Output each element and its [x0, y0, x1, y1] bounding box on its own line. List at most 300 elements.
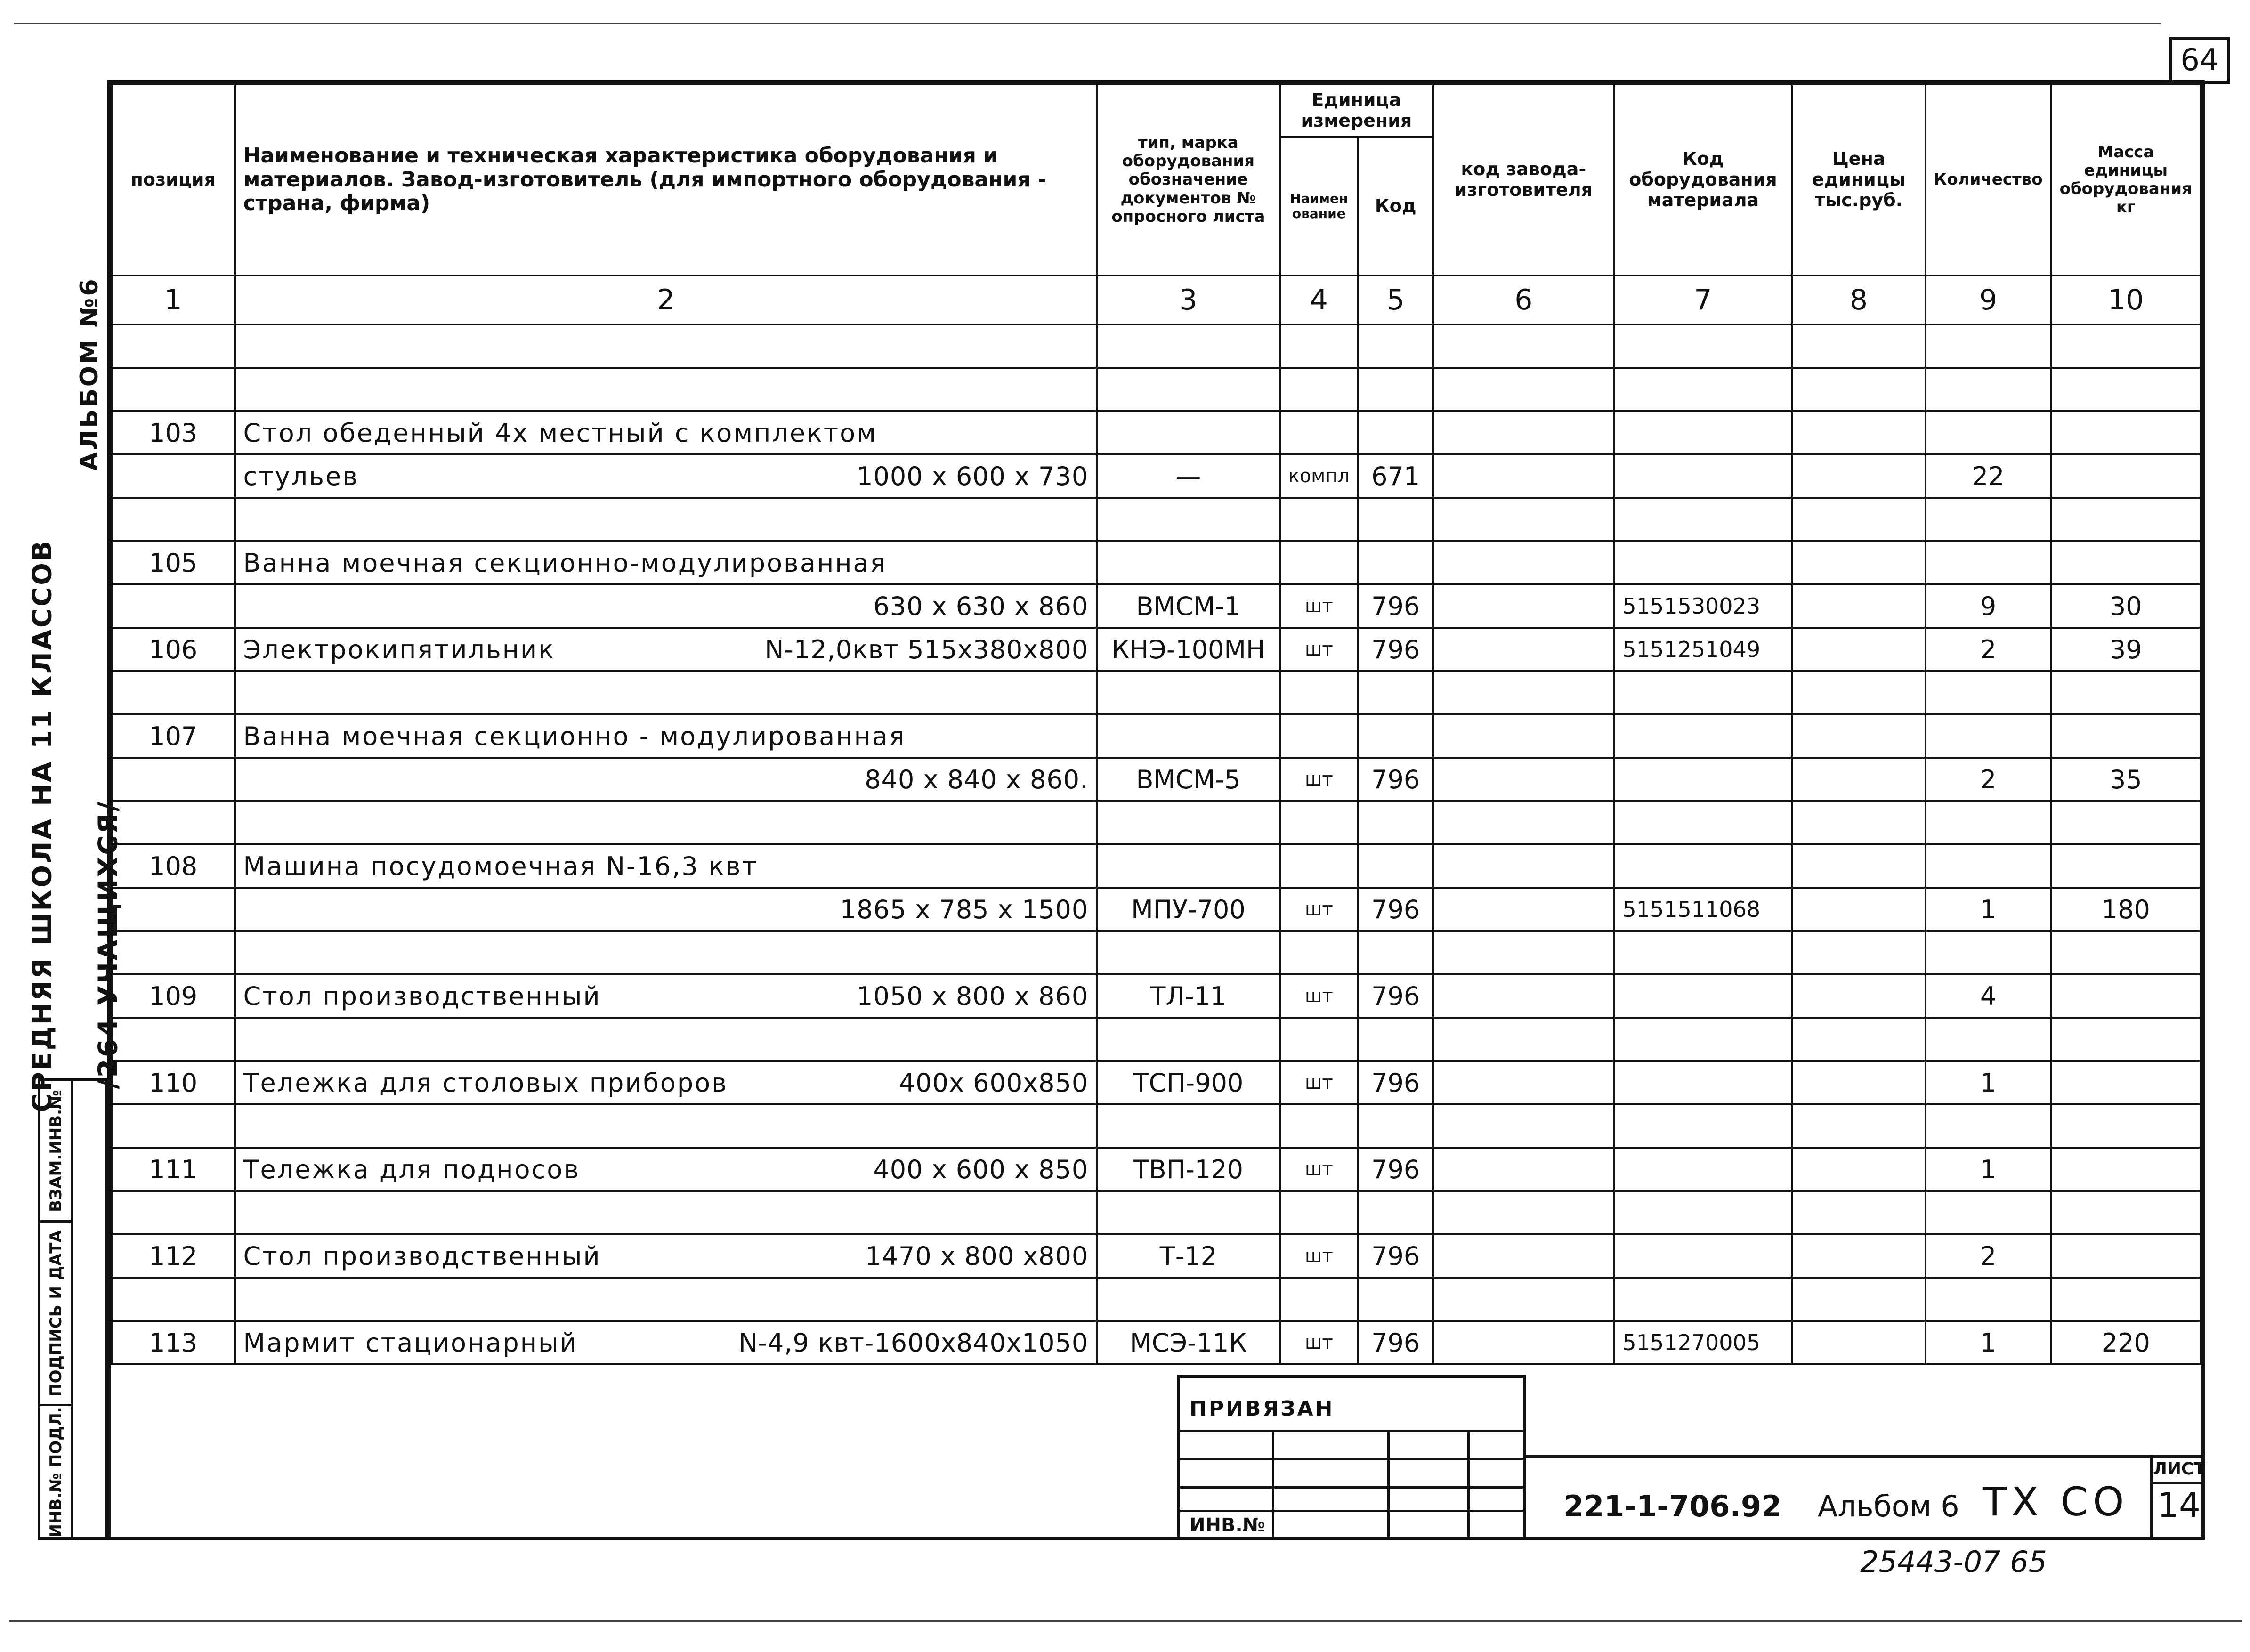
column-number: 2 [235, 275, 1097, 324]
cell-price [1792, 1278, 1925, 1321]
cell-quantity: 1 [1926, 888, 2051, 931]
header-unit-group: Единица измерения [1280, 84, 1433, 137]
cell-name [235, 541, 1097, 584]
cell-factory-code [1433, 974, 1614, 1018]
cell-equipment-code [1614, 801, 1792, 844]
document-code: 221-1-706.92 [1563, 1489, 1782, 1523]
cell-name [235, 411, 1097, 454]
cell-price [1792, 801, 1925, 844]
cell-position [112, 1104, 235, 1148]
cell-name [235, 324, 1097, 368]
cell-factory-code [1433, 454, 1614, 498]
cell-name-text: Стол производственный [243, 1241, 601, 1271]
table-row [112, 498, 2201, 541]
cell-unit [1280, 324, 1359, 368]
cell-type: МПУ-700 [1097, 888, 1279, 931]
cell-mass [2051, 974, 2201, 1018]
margin-school-subtitle: /264 УЧАЩИХСЯ/ [93, 800, 124, 1089]
strip-inv [40, 1406, 71, 1538]
cell-position [112, 1018, 235, 1061]
header-price: Цена единицы тыс.руб. [1792, 84, 1925, 275]
header-name: Наименование и техническая характеристика оборудования и материалов. Завод-изготовитель (для импортного оборудования - страна, фирма) [235, 84, 1097, 275]
cell-unit: шт [1280, 628, 1359, 671]
cell-unit-code: 796 [1358, 1061, 1433, 1104]
table-row [112, 758, 2201, 801]
header-row [112, 84, 2201, 137]
cell-equipment-code [1614, 931, 1792, 974]
cell-mass [2051, 411, 2201, 454]
cell-name [235, 801, 1097, 844]
cell-unit [1280, 801, 1359, 844]
column-number: 3 [1097, 275, 1279, 324]
cell-dimensions: 1865 x 785 x 1500 [840, 894, 1089, 924]
header-qty: Количество [1926, 84, 2051, 275]
cell-unit [1280, 498, 1359, 541]
cell-dimensions: 840 x 840 x 860. [865, 764, 1089, 794]
cell-price [1792, 628, 1925, 671]
cell-unit-code [1358, 324, 1433, 368]
cell-quantity [1926, 671, 2051, 714]
table-row [112, 1234, 2201, 1278]
cell-name [235, 454, 1097, 498]
cell-mass [2051, 671, 2201, 714]
cell-dimensions: 630 x 630 x 860 [873, 591, 1089, 621]
column-number: 7 [1614, 275, 1792, 324]
stamp-vline [1272, 1430, 1274, 1538]
cell-mass [2051, 1278, 2201, 1321]
cell-dimensions: 400 x 600 x 850 [873, 1154, 1089, 1184]
cell-type: ВМСМ-5 [1097, 758, 1279, 801]
album-label: Альбом 6 [1818, 1489, 1959, 1523]
cell-unit-code: 796 [1358, 888, 1433, 931]
table-row [112, 454, 2201, 498]
header-position: позиция [112, 84, 235, 275]
cell-unit-code [1358, 1278, 1433, 1321]
cell-factory-code [1433, 714, 1614, 758]
cell-unit [1280, 671, 1359, 714]
cell-type [1097, 1191, 1279, 1234]
cell-position: 109 [112, 974, 235, 1018]
header-unit-code: Код [1358, 137, 1433, 275]
cell-unit-code: 796 [1358, 628, 1433, 671]
table-row [112, 974, 2201, 1018]
cell-factory-code [1433, 628, 1614, 671]
footer-number: 25443-07 65 [1860, 1545, 2048, 1579]
cell-type [1097, 541, 1279, 584]
cell-equipment-code [1614, 1191, 1792, 1234]
cell-unit-code [1358, 931, 1433, 974]
cell-type: МСЭ-11К [1097, 1321, 1279, 1364]
cell-mass: 30 [2051, 584, 2201, 628]
table-row [112, 628, 2201, 671]
cell-equipment-code [1614, 411, 1792, 454]
cell-name-text: Стол обеденный 4х местный с комплектом [243, 418, 877, 448]
cell-quantity [1926, 844, 2051, 888]
cell-factory-code [1433, 671, 1614, 714]
table-row [112, 671, 2201, 714]
cell-position: 103 [112, 411, 235, 454]
cell-unit: шт [1280, 1148, 1359, 1191]
cell-price [1792, 888, 1925, 931]
table-body [112, 324, 2201, 1364]
scan-edge-top [14, 23, 2161, 24]
cell-factory-code [1433, 541, 1614, 584]
cell-quantity [1926, 931, 2051, 974]
cell-quantity [1926, 498, 2051, 541]
strip-divider [71, 1081, 73, 1537]
cell-mass: 180 [2051, 888, 2201, 931]
cell-position [112, 758, 235, 801]
page-number: 64 [2169, 37, 2230, 84]
title-block-line [1526, 1455, 2205, 1458]
cell-mass [2051, 368, 2201, 411]
cell-type: ТЛ-11 [1097, 974, 1279, 1018]
cell-unit [1280, 411, 1359, 454]
cell-name [235, 1234, 1097, 1278]
cell-position: 106 [112, 628, 235, 671]
stamp-line [1180, 1510, 1523, 1512]
cell-mass [2051, 324, 2201, 368]
cell-quantity: 1 [1926, 1321, 2051, 1364]
cell-unit [1280, 1191, 1359, 1234]
cell-name [235, 1191, 1097, 1234]
cell-price [1792, 411, 1925, 454]
cell-type [1097, 411, 1279, 454]
cell-position [112, 454, 235, 498]
stamp-vline [1467, 1430, 1470, 1538]
cell-equipment-code: 5151251049 [1614, 628, 1792, 671]
cell-type [1097, 1278, 1279, 1321]
cell-type [1097, 324, 1279, 368]
cell-name [235, 1321, 1097, 1364]
cell-quantity [1926, 324, 2051, 368]
cell-name [235, 844, 1097, 888]
cell-name [235, 628, 1097, 671]
cell-name-text: Тележка для подносов [243, 1154, 581, 1184]
cell-type [1097, 1018, 1279, 1061]
cell-type [1097, 498, 1279, 541]
cell-unit [1280, 931, 1359, 974]
cell-quantity: 1 [1926, 1061, 2051, 1104]
linked-label: ПРИВЯЗАН [1190, 1397, 1335, 1421]
cell-name [235, 498, 1097, 541]
cell-factory-code [1433, 801, 1614, 844]
cell-quantity [1926, 541, 2051, 584]
cell-unit: шт [1280, 758, 1359, 801]
sheet-box [2150, 1457, 2205, 1540]
header-equip-code: Код оборудования материала [1614, 84, 1792, 275]
strip-podpis-label: ПОДПИСЬ И ДАТА [46, 1230, 65, 1397]
cell-position: 112 [112, 1234, 235, 1278]
sheet-number: 14 [2157, 1485, 2201, 1525]
cell-name-text: Тележка для столовых приборов [243, 1068, 728, 1098]
cell-mass [2051, 454, 2201, 498]
cell-price [1792, 454, 1925, 498]
stamp-strip [38, 1078, 108, 1540]
cell-type: КНЭ-100МН [1097, 628, 1279, 671]
cell-quantity [1926, 368, 2051, 411]
cell-mass [2051, 1234, 2201, 1278]
cell-factory-code [1433, 888, 1614, 931]
cell-unit-code [1358, 844, 1433, 888]
cell-name [235, 931, 1097, 974]
cell-price [1792, 931, 1925, 974]
cell-mass [2051, 1061, 2201, 1104]
cell-name [235, 368, 1097, 411]
cell-equipment-code [1614, 1234, 1792, 1278]
cell-equipment-code [1614, 541, 1792, 584]
cell-mass: 39 [2051, 628, 2201, 671]
table-row [112, 411, 2201, 454]
inv-number-label: ИНВ.№ [1190, 1514, 1265, 1536]
cell-position [112, 498, 235, 541]
cell-position [112, 1191, 235, 1234]
cell-position: 113 [112, 1321, 235, 1364]
cell-name-text: стульев [243, 461, 359, 491]
cell-price [1792, 1104, 1925, 1148]
cell-equipment-code [1614, 1018, 1792, 1061]
cell-dimensions: 1050 x 800 x 860 [857, 981, 1089, 1011]
cell-mass [2051, 498, 2201, 541]
cell-unit-code [1358, 714, 1433, 758]
cell-name [235, 888, 1097, 931]
cell-position: 107 [112, 714, 235, 758]
cell-position [112, 888, 235, 931]
column-number: 8 [1792, 275, 1925, 324]
strip-inv-label: ИНВ.№ ПОДЛ. [46, 1407, 65, 1538]
cell-unit: шт [1280, 888, 1359, 931]
cell-unit-code: 796 [1358, 974, 1433, 1018]
column-number: 4 [1280, 275, 1359, 324]
cell-position [112, 584, 235, 628]
cell-equipment-code [1614, 454, 1792, 498]
cell-name-text: Ванна моечная секционно - модулированная [243, 721, 906, 751]
cell-factory-code [1433, 1148, 1614, 1191]
cell-unit-code [1358, 801, 1433, 844]
cell-mass [2051, 1104, 2201, 1148]
cell-factory-code [1433, 1104, 1614, 1148]
cell-name [235, 714, 1097, 758]
table-row [112, 1018, 2201, 1061]
cell-factory-code [1433, 1061, 1614, 1104]
cell-type: ТВП-120 [1097, 1148, 1279, 1191]
cell-price [1792, 1148, 1925, 1191]
cell-name [235, 1018, 1097, 1061]
cell-equipment-code [1614, 671, 1792, 714]
stamp-vline [1387, 1430, 1390, 1538]
strip-podpis [40, 1223, 71, 1406]
cell-name [235, 1104, 1097, 1148]
cell-name-text: Стол производственный [243, 981, 601, 1011]
table-row [112, 1191, 2201, 1234]
cell-position [112, 1278, 235, 1321]
table-row [112, 888, 2201, 931]
cell-factory-code [1433, 411, 1614, 454]
cell-unit-code: 796 [1358, 1234, 1433, 1278]
cell-unit [1280, 368, 1359, 411]
table-row [112, 844, 2201, 888]
cell-dimensions: N-4,9 квт-1600x840x1050 [738, 1328, 1089, 1358]
cell-equipment-code [1614, 974, 1792, 1018]
cell-unit-code [1358, 498, 1433, 541]
cell-price [1792, 844, 1925, 888]
cell-mass [2051, 714, 2201, 758]
specification-sheet [107, 80, 2205, 1540]
cell-unit: шт [1280, 1061, 1359, 1104]
cell-price [1792, 584, 1925, 628]
cell-factory-code [1433, 324, 1614, 368]
cell-unit-code: 796 [1358, 758, 1433, 801]
cell-name-text: Машина посудомоечная N-16,3 квт [243, 851, 758, 881]
column-number: 5 [1358, 275, 1433, 324]
cell-type [1097, 931, 1279, 974]
cell-unit: шт [1280, 1234, 1359, 1278]
cell-factory-code [1433, 368, 1614, 411]
table-row [112, 1278, 2201, 1321]
stamp-line [1180, 1430, 1523, 1432]
cell-quantity: 1 [1926, 1148, 2051, 1191]
cell-unit-code: 796 [1358, 1148, 1433, 1191]
stamp-line [1180, 1486, 1523, 1489]
cell-type [1097, 368, 1279, 411]
cell-dimensions: 1470 x 800 x800 [865, 1241, 1089, 1271]
cell-factory-code [1433, 844, 1614, 888]
cell-factory-code [1433, 1191, 1614, 1234]
cell-unit-code [1358, 1191, 1433, 1234]
cell-price [1792, 1191, 1925, 1234]
cell-type: Т-12 [1097, 1234, 1279, 1278]
cell-quantity: 4 [1926, 974, 2051, 1018]
cell-unit [1280, 714, 1359, 758]
cell-unit [1280, 1018, 1359, 1061]
cell-equipment-code [1614, 844, 1792, 888]
cell-unit-code [1358, 671, 1433, 714]
cell-equipment-code [1614, 758, 1792, 801]
cell-price [1792, 324, 1925, 368]
cell-quantity [1926, 801, 2051, 844]
header-type: тип, марка оборудования обозначение документов № опросного листа [1097, 84, 1279, 275]
cell-equipment-code [1614, 368, 1792, 411]
cell-mass [2051, 931, 2201, 974]
cell-unit-code [1358, 1018, 1433, 1061]
cell-price [1792, 1234, 1925, 1278]
cell-quantity [1926, 1191, 2051, 1234]
cell-type: ВМСМ-1 [1097, 584, 1279, 628]
cell-unit [1280, 1104, 1359, 1148]
cell-position [112, 671, 235, 714]
table-row [112, 584, 2201, 628]
cell-quantity [1926, 714, 2051, 758]
cell-unit-code [1358, 368, 1433, 411]
cell-type [1097, 1104, 1279, 1148]
cell-equipment-code [1614, 1104, 1792, 1148]
cell-mass [2051, 541, 2201, 584]
cell-quantity: 2 [1926, 628, 2051, 671]
table-row [112, 1321, 2201, 1364]
cell-factory-code [1433, 1018, 1614, 1061]
cell-name [235, 758, 1097, 801]
table-row [112, 1061, 2201, 1104]
cell-price [1792, 1061, 1925, 1104]
cell-price [1792, 541, 1925, 584]
column-number: 1 [112, 275, 235, 324]
cell-unit-code: 671 [1358, 454, 1433, 498]
cell-factory-code [1433, 1234, 1614, 1278]
table-row [112, 801, 2201, 844]
column-number: 9 [1926, 275, 2051, 324]
cell-equipment-code [1614, 714, 1792, 758]
table-row [112, 324, 2201, 368]
cell-mass [2051, 844, 2201, 888]
cell-position [112, 324, 235, 368]
table-row [112, 541, 2201, 584]
strip-vzam [40, 1081, 71, 1223]
cell-mass [2051, 801, 2201, 844]
cell-name-text: Мармит стационарный [243, 1328, 578, 1358]
cell-unit: шт [1280, 1321, 1359, 1364]
cell-dimensions: 400x 600x850 [898, 1068, 1089, 1098]
stamp-line [1180, 1458, 1523, 1460]
cell-unit [1280, 1278, 1359, 1321]
cell-type [1097, 714, 1279, 758]
title-block-linked [1177, 1375, 1526, 1540]
cell-unit: шт [1280, 584, 1359, 628]
cell-equipment-code [1614, 1148, 1792, 1191]
cell-name [235, 584, 1097, 628]
cell-equipment-code [1614, 498, 1792, 541]
margin-album-title: АЛЬБОМ №6 [75, 277, 104, 471]
header-unit-name: Наименование [1280, 137, 1359, 275]
cell-factory-code [1433, 584, 1614, 628]
cell-equipment-code [1614, 324, 1792, 368]
cell-unit-code [1358, 1104, 1433, 1148]
cell-mass [2051, 1018, 2201, 1061]
cell-mass: 35 [2051, 758, 2201, 801]
cell-price [1792, 498, 1925, 541]
cell-equipment-code [1614, 1061, 1792, 1104]
cell-type [1097, 801, 1279, 844]
cell-unit: компл [1280, 454, 1359, 498]
cell-position [112, 931, 235, 974]
cell-dimensions: 1000 x 600 x 730 [857, 461, 1089, 491]
cell-price [1792, 368, 1925, 411]
cell-factory-code [1433, 1278, 1614, 1321]
table-row [112, 931, 2201, 974]
cell-factory-code [1433, 758, 1614, 801]
cell-unit [1280, 541, 1359, 584]
cell-factory-code [1433, 498, 1614, 541]
cell-quantity [1926, 1104, 2051, 1148]
cell-price [1792, 974, 1925, 1018]
cell-type: — [1097, 454, 1279, 498]
cell-equipment-code: 5151511068 [1614, 888, 1792, 931]
cell-name [235, 1061, 1097, 1104]
cell-type [1097, 671, 1279, 714]
header-factory-code: код завода-изготовителя [1433, 84, 1614, 275]
table-row [112, 714, 2201, 758]
margin-school-title: СРЕДНЯЯ ШКОЛА НА 11 КЛАССОВ [27, 539, 58, 1113]
cell-position: 111 [112, 1148, 235, 1191]
cell-factory-code [1433, 1321, 1614, 1364]
cell-quantity: 2 [1926, 1234, 2051, 1278]
column-number-row [112, 275, 2201, 324]
equipment-table [111, 83, 2201, 1365]
cell-unit [1280, 844, 1359, 888]
cell-mass [2051, 1148, 2201, 1191]
cell-unit: шт [1280, 974, 1359, 1018]
cell-price [1792, 1321, 1925, 1364]
cell-quantity: 22 [1926, 454, 2051, 498]
